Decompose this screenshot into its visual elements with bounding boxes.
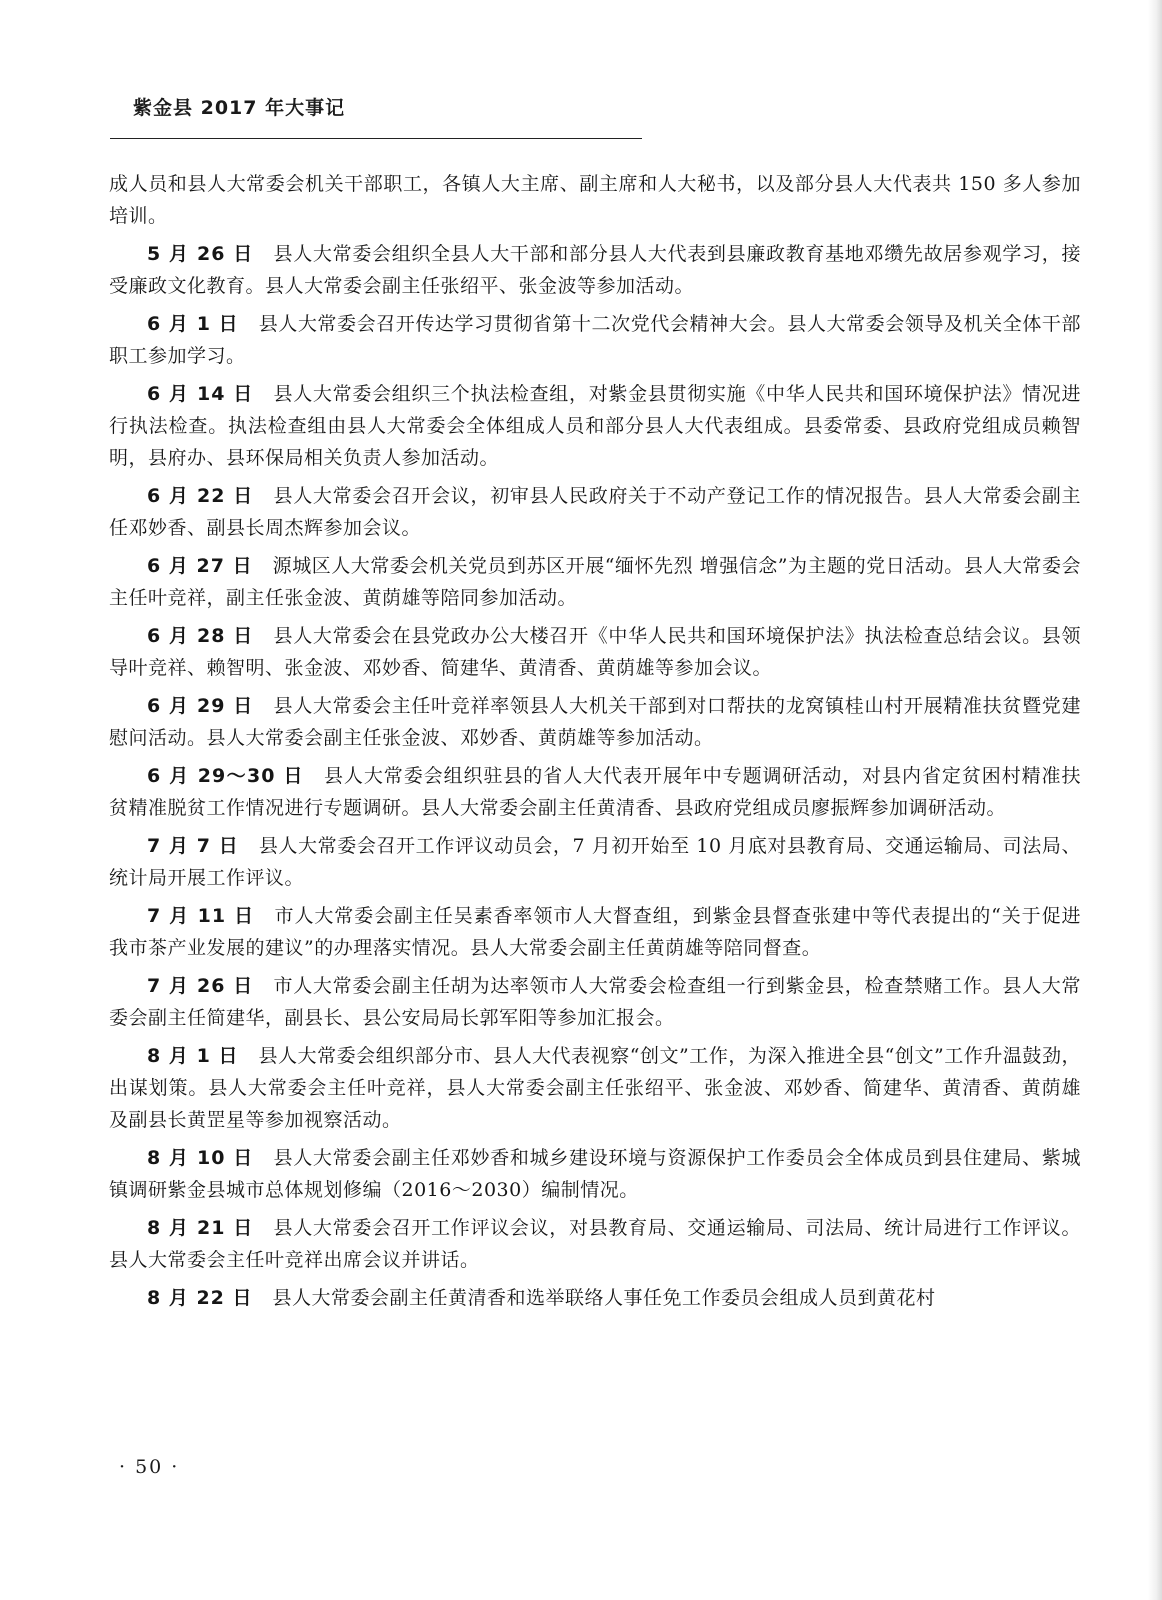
entry-text: 市人大常委会副主任吴素香率领市人大督查组，到紫金县督查张建中等代表提出的“关于促进我市茶产业发展的建议”的办理落实情况。县人大常委会副主任黄荫雄等陪同督查。 bbox=[109, 905, 1081, 959]
scan-edge-shadow bbox=[1148, 0, 1162, 1600]
entry-date: 7 月 26 日 bbox=[147, 975, 254, 997]
entry-date: 6 月 27 日 bbox=[147, 555, 253, 577]
entry-text: 县人大常委会召开会议，初审县人民政府关于不动产登记工作的情况报告。县人大常委会副主任邓妙香、副县长周杰辉参加会议。 bbox=[109, 485, 1081, 539]
chronicle-entry bbox=[109, 1142, 1081, 1206]
page-number: · 50 · bbox=[119, 1456, 180, 1478]
entry-text: 县人大常委会副主任黄清香和选举联络人事任免工作委员会组成人员到黄花村 bbox=[272, 1287, 936, 1309]
body-text bbox=[109, 168, 1081, 1320]
chronicle-entry bbox=[109, 760, 1081, 824]
entry-date: 8 月 22 日 bbox=[147, 1287, 253, 1309]
entry-text: 源城区人大常委会机关党员到苏区开展“缅怀先烈 增强信念”为主题的党日活动。县人大常委会主任叶竞祥，副主任张金波、黄荫雄等陪同参加活动。 bbox=[109, 555, 1081, 609]
chronicle-entry bbox=[109, 480, 1081, 544]
chronicle-entry bbox=[109, 378, 1081, 474]
chronicle-entry bbox=[109, 970, 1081, 1034]
header-rule bbox=[110, 138, 642, 139]
continued-paragraph: 成人员和县人大常委会机关干部职工，各镇人大主席、副主席和人大秘书，以及部分县人大代表共 150 多人参加培训。 bbox=[109, 173, 1081, 227]
entry-date: 7 月 11 日 bbox=[147, 905, 255, 927]
chronicle-entry bbox=[109, 690, 1081, 754]
entry-date: 7 月 7 日 bbox=[147, 835, 239, 857]
entry-text: 县人大常委会组织部分市、县人大代表视察“创文”工作，为深入推进全县“创文”工作升温鼓劲，出谋划策。县人大常委会主任叶竞祥，县人大常委会副主任张绍平、张金波、邓妙香、简建华、黄清香、黄荫雄及副县长黄罡星等参加视察活动。 bbox=[109, 1045, 1081, 1131]
entry-text: 县人大常委会召开传达学习贯彻省第十二次党代会精神大会。县人大常委会领导及机关全体干部职工参加学习。 bbox=[109, 313, 1081, 367]
entry-text: 县人大常委会组织全县人大干部和部分县人大代表到县廉政教育基地邓缵先故居参观学习，接受廉政文化教育。县人大常委会副主任张绍平、张金波等参加活动。 bbox=[109, 243, 1081, 297]
entry-text: 县人大常委会召开工作评议会议，对县教育局、交通运输局、司法局、统计局进行工作评议。县人大常委会主任叶竞祥出席会议并讲话。 bbox=[109, 1217, 1081, 1271]
entry-date: 8 月 21 日 bbox=[147, 1217, 254, 1239]
running-title: 紫金县 2017 年大事记 bbox=[133, 97, 346, 119]
entry-date: 6 月 1 日 bbox=[147, 313, 239, 335]
entry-date: 5 月 26 日 bbox=[147, 243, 254, 265]
chronicle-entry bbox=[109, 238, 1081, 302]
chronicle-entry bbox=[109, 1212, 1081, 1276]
entry-date: 6 月 14 日 bbox=[147, 383, 254, 405]
chronicle-entry bbox=[109, 550, 1081, 614]
chronicle-entry bbox=[109, 1282, 1081, 1314]
entry-text: 县人大常委会主任叶竞祥率领县人大机关干部到对口帮扶的龙窝镇桂山村开展精准扶贫暨党建慰问活动。县人大常委会副主任张金波、邓妙香、黄荫雄等参加活动。 bbox=[109, 695, 1081, 749]
entry-date: 6 月 29～30 日 bbox=[147, 765, 304, 787]
entry-text: 市人大常委会副主任胡为达率领市人大常委会检查组一行到紫金县，检查禁赌工作。县人大常委会副主任简建华，副县长、县公安局局长郭军阳等参加汇报会。 bbox=[109, 975, 1081, 1029]
entry-text: 县人大常委会副主任邓妙香和城乡建设环境与资源保护工作委员会全体成员到县住建局、紫城镇调研紫金县城市总体规划修编（2016～2030）编制情况。 bbox=[109, 1147, 1081, 1201]
chronicle-entry bbox=[109, 1040, 1081, 1136]
entry-date: 8 月 1 日 bbox=[147, 1045, 239, 1067]
entry-text: 县人大常委会组织三个执法检查组，对紫金县贯彻实施《中华人民共和国环境保护法》情况进行执法检查。执法检查组由县人大常委会全体组成人员和部分县人大代表组成。县委常委、县政府党组成员赖智明，县府办、县环保局相关负责人参加活动。 bbox=[109, 383, 1081, 469]
entry-text: 县人大常委会组织驻县的省人大代表开展年中专题调研活动，对县内省定贫困村精准扶贫精准脱贫工作情况进行专题调研。县人大常委会副主任黄清香、县政府党组成员廖振辉参加调研活动。 bbox=[109, 765, 1081, 819]
entry-date: 8 月 10 日 bbox=[147, 1147, 254, 1169]
entry-text: 县人大常委会在县党政办公大楼召开《中华人民共和国环境保护法》执法检查总结会议。县领导叶竞祥、赖智明、张金波、邓妙香、简建华、黄清香、黄荫雄等参加会议。 bbox=[109, 625, 1081, 679]
entry-text: 县人大常委会召开工作评议动员会，7 月初开始至 10 月底对县教育局、交通运输局、司法局、统计局开展工作评议。 bbox=[109, 835, 1081, 889]
entry-date: 6 月 22 日 bbox=[147, 485, 254, 507]
chronicle-entry bbox=[109, 308, 1081, 372]
chronicle-entry bbox=[109, 900, 1081, 964]
entry-date: 6 月 29 日 bbox=[147, 695, 254, 717]
chronicle-entry bbox=[109, 830, 1081, 894]
entry-date: 6 月 28 日 bbox=[147, 625, 254, 647]
chronicle-entry bbox=[109, 620, 1081, 684]
